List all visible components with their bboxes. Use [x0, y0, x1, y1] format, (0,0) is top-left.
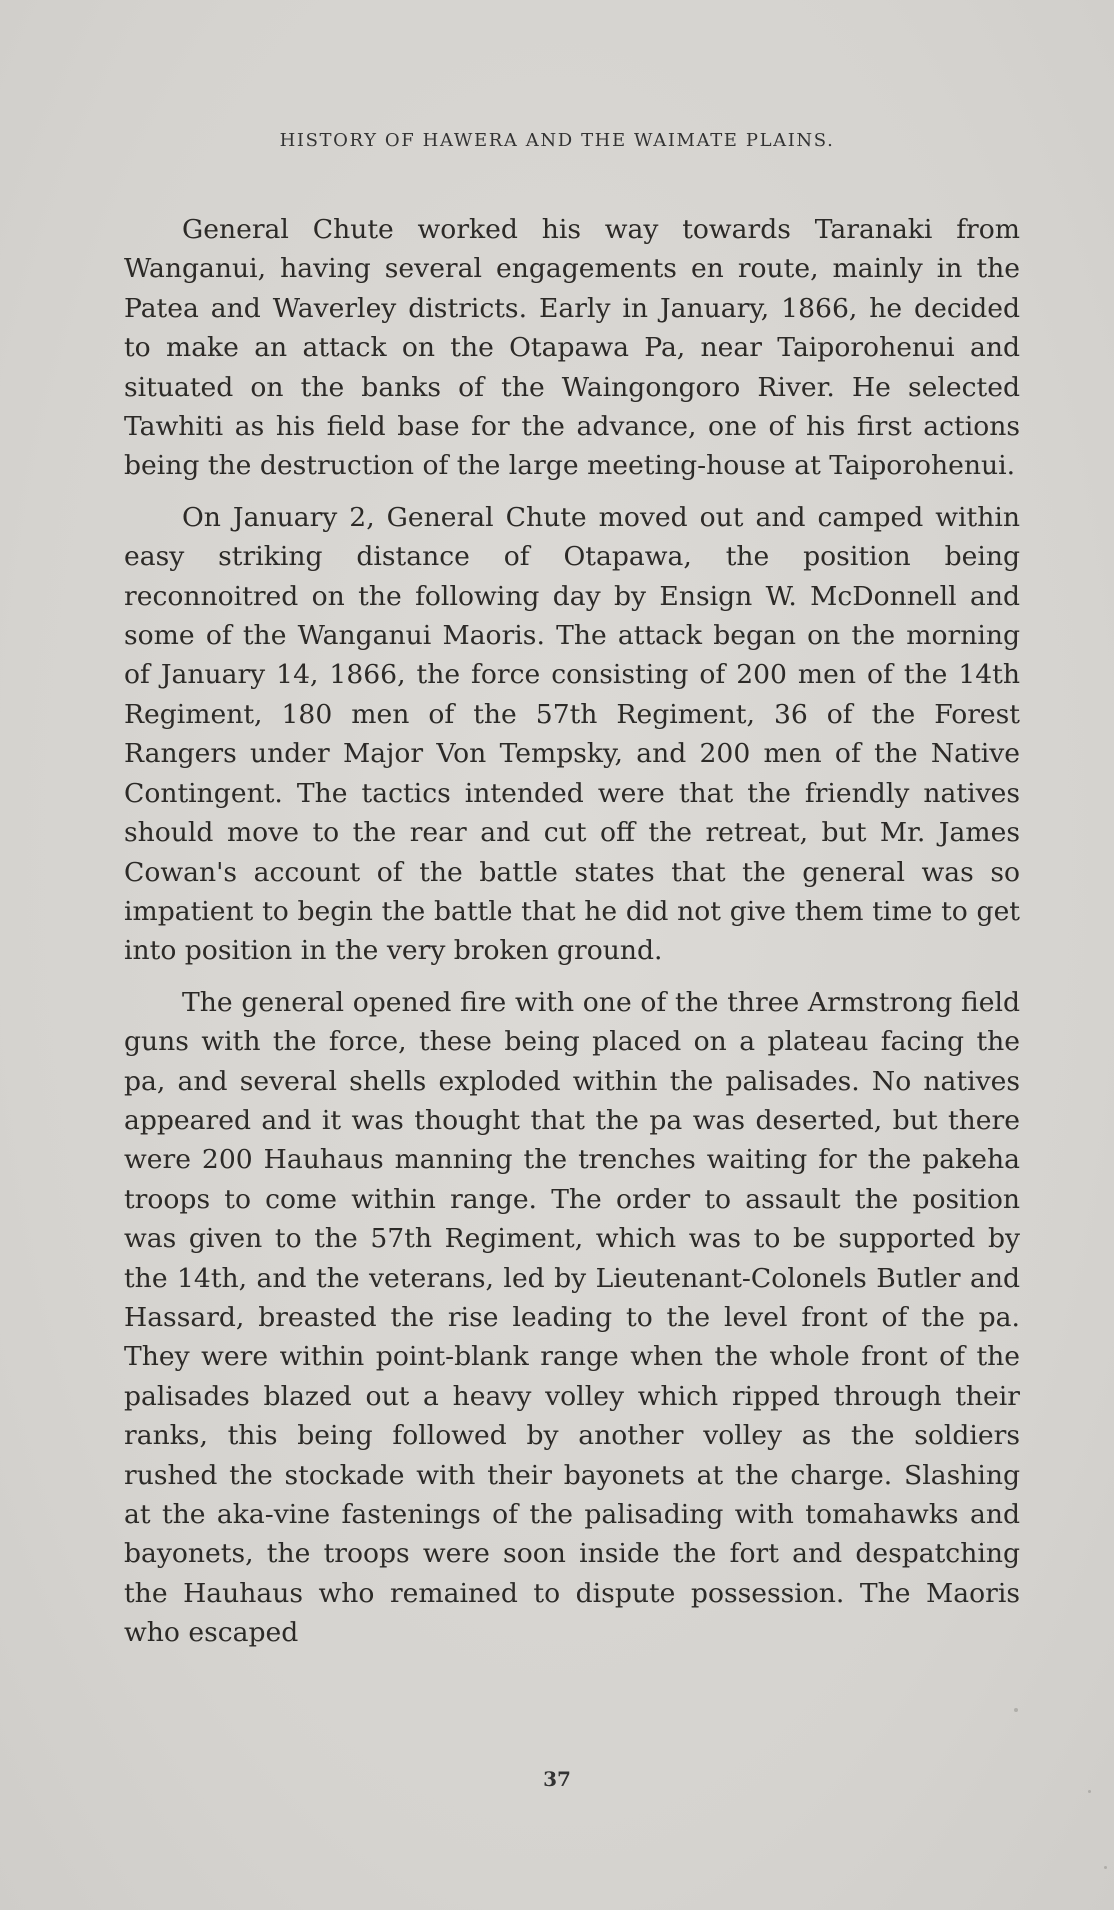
paper-speck	[1088, 1790, 1091, 1793]
paper-speck	[1104, 1866, 1107, 1869]
body-text	[124, 210, 1020, 1665]
paragraph-2: On January 2, General Chute moved out and camped within easy striking distance of Otapawa, the position being reconnoitred on the following day by Ensign W. McDonnell and some of the Wanganui Maoris. The attack began on the morning of January 14, 1866, the force consisting of 200 men of the 14th Regiment, 180 men of the 57th Regiment, 36 of the Forest Rangers under Major Von Tempsky, and 200 men of the Native Contingent. The tactics intended were that the friendly natives should move to the rear and cut off the retreat, but Mr. James Cowan's account of the battle states that the general was so impatient to begin the battle that he did not give them time to get into position in the very broken ground.	[124, 501, 1020, 967]
page-number: 37	[543, 1767, 571, 1791]
paper-speck	[1014, 1708, 1018, 1712]
paragraph-1: General Chute worked his way towards Taranaki from Wanganui, having several engagements en route, mainly in the Patea and Waverley districts. Early in January, 1866, he decided to make an attack on the Otapawa Pa, near Taiporohenui and situated on the banks of the Waingongoro River. He selected Tawhiti as his field base for the advance, one of his first actions being the destruction of the large meeting-house at Taiporohenui.	[124, 214, 1020, 482]
paragraph-3: The general opened fire with one of the three Armstrong field guns with the force, these being placed on a plateau facing the pa, and several shells exploded within the palisades. No natives appeared and it was thought that the pa was deserted, but there were 200 Hauhaus manning the trenches waiting for the pakeha troops to come within range. The order to assault the position was given to the 57th Regiment, which was to be supported by the 14th, and the veterans, led by Lieutenant-Colonels Butler and Hassard, breasted the rise leading to the level front of the pa. They were within point-blank range when the whole front of the palisades blazed out a heavy volley which ripped through their ranks, this being followed by another volley as the soldiers rushed the stockade with their bayonets at the charge. Slashing at the aka-vine fastenings of the palisading with tomahawks and bayonets, the troops were soon inside the fort and despatching the Hauhaus who remained to dispute possession. The Maoris who escaped	[124, 986, 1020, 1649]
running-head: HISTORY OF HAWERA AND THE WAIMATE PLAINS.	[279, 130, 835, 151]
